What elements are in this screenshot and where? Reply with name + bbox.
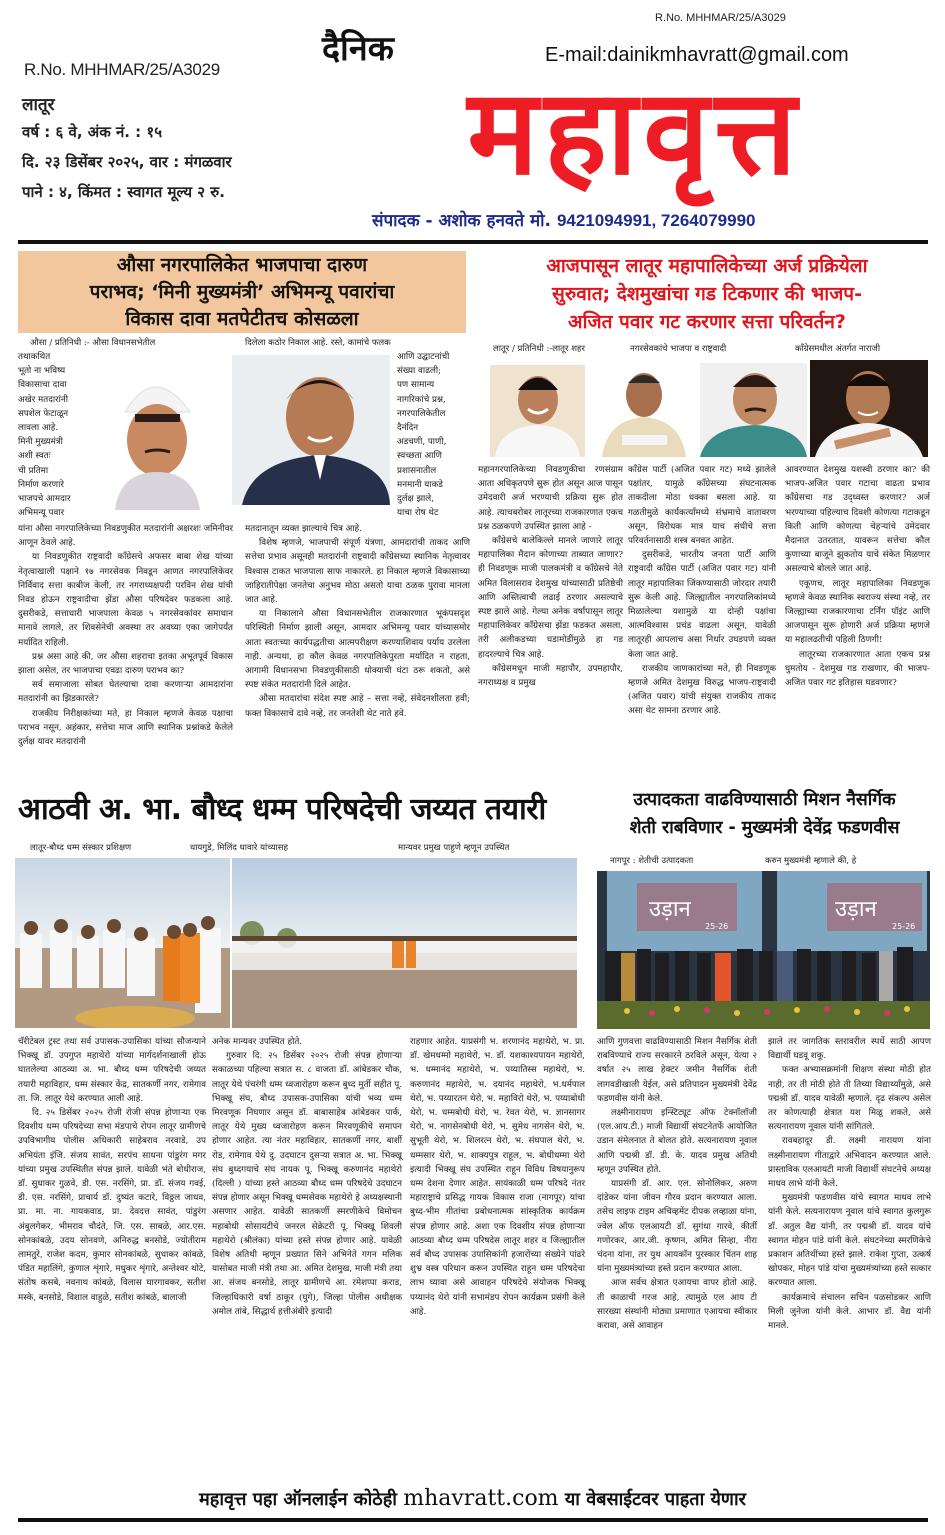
text-line: विकासाचा दावा — [18, 380, 67, 391]
text-line: दैनंदिन — [397, 423, 419, 434]
text-line: ची प्रतिमा — [18, 465, 49, 476]
website-link[interactable]: mhavratt.com — [403, 1486, 559, 1511]
footer-divider — [18, 1518, 928, 1522]
text-line: तथाकथित — [18, 352, 51, 362]
paragraph: दुसरीकडे, भारतीय जनता पार्टी आणि राष्ट्रवादी कॉंग्रेस पार्टी (अजित पवार गट) यांनी लातूर महापालिका जिंकण्यासाठी जोरदार तयारी सुरू केली आहे. जिल्ह्यातील नगरपालिकांमध्ये मिळालेल्या यशामुळे या दोन्ही पक्षांचा आत्मविश्वास प्रचंड वाढला असून, यावेळी लातूरही आपलाच असा निर्धार उघडपणे व्यक्त केला जात आहे. — [628, 550, 776, 660]
headline-line: उत्पादकता वाढविण्यासाठी मिशन नैसर्गिक — [633, 790, 896, 810]
article4-byline-2: करुन मुख्यमंत्री म्हणाले की, हे — [765, 856, 857, 866]
article2-photo-2 — [592, 365, 692, 457]
registration-number-top: R.No. MHHMAR/25/A3029 — [655, 12, 786, 24]
pages-price: पाने : ४, किंमत : स्वागत मूल्य २ रु. — [22, 183, 225, 201]
editor-line — [372, 208, 755, 231]
article4-headline — [592, 786, 937, 842]
paragraph: रावबहादूर डी. लक्ष्मी नारायण यांना लक्ष्मीनारायण गीताद्वारे अभिवादन करण्यात आले. प्रास्ताविक एलआयटी माजी विद्यार्थी संघटनेचे अध्यक्ष माधव लाभे यांनी केले. — [768, 1136, 931, 1190]
text-line: लावला आहे. — [18, 423, 59, 434]
article2-byline-2: नगरसेवकांचे भाजपा व राष्ट्रवादी — [630, 344, 727, 354]
article3-column-2 — [212, 1035, 402, 1319]
text-line: नागरिकांचे प्रश्न, — [397, 394, 446, 405]
banner-text: उड़ान — [649, 897, 691, 922]
paragraph: आवरण्यात देशमुख यशस्वी ठरणार का? की भाजप-अजित पवार गटाचा वाढता प्रभाव कॉंग्रेसचा गड उद्ध्वस्त करणार? अर्ज भरण्याच्या पहिल्याच दिवशी कोणत्या गटाकडून किती आणि कोणत्या चेहऱ्यांचे उमेदवार मैदानात उतरतात, यावरून सत्तेचा कौल कुणाच्या बाजूने झुकतोय याचे संकेत मिळणार असल्याचे बोलले जात आहे. — [785, 465, 930, 575]
text-line: दुर्लक्ष झाले, — [397, 494, 434, 505]
paragraph: एकूणच, लातूर महापालिका निवडणूक म्हणजे केवळ स्थानिक स्वराज्य संस्था नव्हे, तर जिल्ह्याच्या राजकारणाचा टर्निंग पॉइंट आणि आजपासून सुरू होणारी अर्ज प्रक्रिया म्हणजे या महालढतीची पहिली ठिणगी! — [785, 578, 930, 646]
year-issue: वर्ष : ६ वे, अंक नं. : १५ — [22, 123, 163, 141]
paragraph: आणि गुणवत्ता वाढविण्यासाठी मिशन नैसर्गिक शेती राबविण्याचे राज्य सरकारने ठरविले असून, येत्या २ वर्षात २५ लाख हेक्टर जमीन नैसर्गिक शेती लागवडीखाली येईल, असे प्रतिपादन मुख्यमंत्री देवेंद्र फडणवीस यांनी केले. — [597, 1037, 757, 1104]
paragraph: औसा मतदारांचा संदेश स्पष्ट आहे – सत्ता नव्हे, संवेदनशीलता हवी; फक्त विकासाचे दावे नव्हे, तर जनतेशी थेट नाते हवे. — [245, 694, 470, 719]
text-line: मिनी मुख्यमंत्री — [18, 437, 63, 448]
headline-line: औसा नगरपालिकेत भाजपाचा दारुण — [116, 254, 368, 276]
paragraph: विशेष म्हणजे, भाजपाची संपूर्ण यंत्रणा, आमदारांची ताकद आणि सत्तेचा प्रभाव असूनही मतदारांनी राष्ट्रवादी कॉंग्रेसच्या स्थानिक नेतृत्वावर विश्वास टाकत भाजपाला साफ नाकारले. हा निकाल म्हणजे विकासाच्या जाहिरातीपेक्षा जनतेचा अनुभव मोठा असतो याचा ठळक पुरावा मानला जात आहे. — [245, 538, 470, 606]
paragraph: यांना औसा नगरपालिकेच्या निवडणुकीत मतदारांनी अक्षरशः जमिनीवर आणून ठेवले आहे. — [18, 524, 233, 549]
paragraph: अनेक मान्यवर उपस्थित होते. — [212, 1037, 303, 1047]
headline-line: सुरुवात; देशमुखांचा गड टिकणार की भाजप- — [552, 283, 862, 305]
paragraph: मुख्यमंत्री फडणवीस यांचे स्वागत माधव लाभे यांनी केले. सत्यनारायण नूवाल यांचे स्वागत कुलगुरू डॉ. अतुल वैद्य यांनी, तर पद्मश्री डॉ. यादव यांचे स्वागत मोहन पांडे यांनी केले. संघटनेच्या स्मरणिकेचे प्रकाशन अतिथींच्या हस्ते झाले. राकेश गुप्ता, उत्कर्ष खोपकर, मोहन पांडे यांचा मुख्यमंत्र्यांच्या हस्ते सत्कार करण्यात आला. — [768, 1193, 931, 1289]
paragraph: आज सर्वच क्षेत्रात एआयचा वापर होतो आहे. ती काळाची गरज आहे, त्यामुळे एल आय टी सारख्या संस्थांनी मोठ्या प्रमाणात एआयचा स्वीकार करावा, असे आवाहन — [597, 1278, 757, 1332]
article2-column-2 — [628, 463, 776, 719]
newspaper-title: महावृत्त — [467, 63, 803, 201]
paragraph: राहणार आहेत. याप्रसंगी भ. शरणानंद महाथेरो, भ. प्रा. डॉ. खेमधम्मो महाथेरो, भ. डॉ. यशकाश्यपायन महाथेरो, भ. धम्मानंद महाथेरो, भ. पय्यातिस्स महाथेरो, भ. करुणानंद महाथेरो, भ. दयानंद महाथेरो, भ.धर्मपाल थेरो, भ. पय्यारतन थेरो, भ. महाविरो थेरो, भ. पय्याबोधी थेरो, भ. धम्मबोधी थेरो, भ. रेवत थेरो, भ. ज्ञानसागर थेरो, भ. नागसेनबोधी थेरो, भ. सुमेध नागसेन थेरो, भ. सुभूती थेरो, भ. शिलरत्न थेरो, भ. संघपाल थेरो, भ. धम्मसार थेरो, भ. शाक्यपुत्र राहूल, भ. बोधीधम्मा थेरो इत्यादी भिक्खू संघ उपस्थित राहून विविध विषयानुरूप धम्म देशना देणार आहेत. सायंकाळी धम्म परिषदे नंतर महाराष्ट्राचे प्रसिद्ध गायक विकास राजा (नागपूर) यांचा बुध्द-भीम गीतांचा प्रबोधनात्मक सांस्कृतिक कार्यक्रम संपन्न होणार आहे. अशा एक दिवशीय संपन्न होणाऱ्या आठव्या बौध्द धम्म परिषदेस लातूर शहर व जिल्ह्यातील सर्व बौध्द उपासक उपासिकांनी हजारोंच्या संख्येने पांढरे शुभ्र वस्त्र परिधान करून उपस्थित राहून धम्म परिषदेचा लाभ घ्यावा असे आवाहन परिषदेचे संयोजक भिक्खू पय्यानंद थेरो यांनी सभामंडप रोपन कार्यक्रम प्रसंगी केले आहे. — [410, 1037, 585, 1317]
article2-headline — [472, 252, 942, 336]
paragraph: कॉंग्रेसमधून माजी महापौर, उपमहापौर, नगराध्यक्ष व प्रमुख — [478, 663, 623, 689]
article2-photo-1 — [490, 365, 585, 457]
paragraph: लातूरच्या राजकारणात आता एकच प्रश्न घुमतोय - देशमुख गड राखणार, की भाजप-अजित पवार गट इतिहास घडवणार? — [785, 649, 930, 689]
masthead-dainik: दैनिक — [322, 29, 394, 69]
article3-byline-1: लातूर-बौध्द धम्म संस्कार प्रशिक्षण — [30, 843, 132, 853]
article3-byline-2: धायगुडे, मिलिंद धावारे यांच्यासह — [190, 843, 288, 853]
editor-phones: 9421094991, 7264079990 — [556, 211, 756, 230]
article3-column-1 — [18, 1035, 206, 1305]
text-line: अशी स्वतः — [18, 451, 51, 462]
headline-line: अजित पवार गट करणार सत्ता परिवर्तन? — [568, 311, 846, 333]
article2-photo-4 — [810, 360, 928, 457]
footer-banner — [0, 1486, 945, 1511]
registration-number: R.No. MHHMAR/25/A3029 — [24, 60, 220, 79]
article3-column-3 — [410, 1035, 585, 1319]
text-line: भाजपचे आमदार — [18, 494, 71, 505]
article3-headline: आठवी अ. भा. बौध्द धम्म परिषदेची जय्यत तयारी — [18, 792, 546, 827]
paragraph: राजकीय निरीक्षकांच्या मते, हा निकाल म्हणजे केवळ पक्षाचा पराभव नसून, अहंकार, सत्तेचा माज आणि स्थानिक प्रश्नांकडे केलेले दुर्लक्ष यावर मतदारांनी — [18, 708, 233, 748]
paragraph: झाले तर जागतिक स्तरावरील स्पर्धे साठी आपण विद्यार्थी घडवू शकू. — [768, 1037, 931, 1062]
city: लातूर — [22, 95, 55, 115]
headline-line: विकास दावा मतपेटीतच कोसळला — [125, 308, 359, 330]
masthead-divider — [18, 240, 928, 244]
paragraph: कार्यक्रमाचे संचालन सचिन पळसोडकर आणि मिली जुनेजा यांनी केले. आभार डॉ. वैद्य यांनी मानले. — [768, 1292, 931, 1332]
paragraph: फक्त अभ्यासक्रमांनी शिक्षण संस्था मोठी होत नाही, तर ती मोठी होते ती तिच्या विद्यार्थ्यांमुळे, असे पद्मश्री डॉ. यादव यावेळी म्हणाले. दृढ संकल्प असेल तर कोणत्याही क्षेत्रात यश मिळू शकते, असे सत्यनारायण नूवाल यांनी सांगितले. — [768, 1065, 931, 1133]
text-line: निर्माण करणारे — [18, 479, 64, 490]
article4-byline-1: नागपूर : शेतीची उत्पादकता — [610, 856, 694, 866]
article2-byline-1: लातूर / प्रतिनिधी :-लातूर शहर — [493, 344, 585, 354]
text-line: अभिमन्यू पवार — [18, 508, 65, 519]
paragraph: याप्रसंगी डॉ. आर. एल. सोनोलिकर, अरुण दांडेकर यांना जीवन गौरव प्रदान करण्यात आला. तसेच लाइफ टाइम अचिव्हमेंट दीपक लव्हाळा यांना, ज्वेल ऑफ एलआयटी डॉ. सुगंधा गारवे, कीर्ती गणोरकर, आर.जी. कृष्णन, अमित सिन्हा, नीरा चंदना यांना, तर युथ आयकॉन पुरस्कार चिंतन शाह यांना मुख्यमंत्र्यांच्या हस्ते प्रदान करण्यात आला. — [597, 1179, 757, 1275]
text-line: आणि उद्घाटनांची — [397, 352, 450, 362]
article4-photo — [597, 871, 930, 1029]
editor-label: संपादक - अशोक हनवते मो. — [372, 211, 552, 231]
text-line: संख्या वाढली; — [397, 366, 442, 377]
paragraph: लक्ष्मीनारायण इन्स्टिट्यूट ऑफ टेक्नॉलॉजी (एल.आय.टी.) माजी विद्यार्थी संघटनेतर्फे आयोजित उडान संमेलनात ते बोलत होते. सत्यनारायण नूवाल आणि पद्मश्री डॉ. डी. के. यादव प्रमुख अतिथी म्हणून उपस्थित होते. — [597, 1108, 757, 1175]
article3-photo-1 — [15, 858, 230, 1028]
article1-photo-1 — [90, 352, 220, 510]
paragraph: चॅरीटेबल ट्रस्ट तथा सर्व उपासक-उपासिका यांच्या सौजन्याने भिक्खू डॉ. उपगुप्त महाथेरो यांच्या मार्गदर्शनाखाली होऊ घातलेल्या आठव्या अ. भा. बौध्द धम्म परिषदेची जय्यत तयारी महाविहार, धम्म संस्कार केंद्र, सातकर्णी नगर, रामेगाव ता. जि. लातूर येथे करण्यात आली आहे. — [18, 1037, 206, 1104]
footer-text-after: या वेबसाईटवर पाहता येणार — [564, 1489, 746, 1510]
headline-line: आजपासून लातूर महापालिकेच्या अर्ज प्रक्रियेला — [546, 255, 868, 277]
email-address: E-mail:dainikmhavratt@gmail.com — [545, 44, 849, 66]
date-day: दि. २३ डिसेंबर २०२५, वार : मंगळवार — [22, 153, 232, 171]
article2-photo-3 — [700, 363, 807, 457]
article4-column-1 — [597, 1035, 757, 1333]
article2-column-1 — [478, 463, 623, 690]
text-line: सपशेल फेटाळून — [18, 408, 69, 419]
paragraph: दि. २५ डिसेंबर २०२५ रोजी रोजी संपन्न होणाऱ्या एक दिवशीय धम्म परिषदेच्या सभा मंडपाचे रोपन लातूर ग्रामीणचे उपविभागीय पोलीस अधिकारी साहेबराव नरवाडे, उप अभियंता इंजि. संजय सावंत, सरपंच साधना पांडुरंग मगर यांच्या प्रमुख उपस्थितीत संपन्न झाले. यावेळी भंते बोधीराज, डॉ. सुधाकर गुळवे, डी. एस. नरसिंगे, प्रा. डॉ. संजय गवई, डी. एस. नरसिंगे, प्राचार्य डॉ. दुष्यंत कटारे, विठ्ठल जाधव, प्रा. मा. ना. गायकवाड, प्रा. देवदत्त सावंत, पांडुरंग अंबुलगेकर, भीमराव चौदंते, जि. एस. साबळे, आर.एस. सोनकांबळे, उदय सोनवणे, अनिरुद्ध बनसोडे, ज्योतीराम लामतुरे, राजेश कदम, कुमार सोनकांबळे, सुधाकर कांबळे, पंडित महालिंगे, कुणाल शृंगारे, मधुकर शृंगारे, अन्तेश्वर थोटे, संतोष कसबे, नवनाथ कांबळे, विलास घारगावकर, सतीश मस्के, बनसोडे, विशाल वाहुळे, सतीश कांबळे, बालाजी — [18, 1108, 206, 1303]
text-line: स्वच्छता आणि — [397, 451, 442, 462]
paragraph: सर्व समाजाला सोबत घेतल्याचा दावा करणाऱ्या आमदारांना मतदारांनी का झिडकारले? — [18, 680, 233, 705]
text-line: मनमानी याकडे — [397, 479, 443, 490]
article2-column-3 — [785, 463, 930, 690]
text-line: भूतो ना भविष्य — [18, 366, 66, 377]
article1-right-wrap — [397, 350, 472, 520]
banner-year: 25-26 — [892, 922, 916, 931]
article1-headline — [18, 252, 466, 333]
paragraph: या निकालाने औसा विधानसभेतील राजकारणात भूकंपसदृश परिस्थिती निर्माण झाली असून, आमदार अभिमन्यू पवार यांच्यासमोर आता स्वतःच्या कार्यपद्धतीचा आत्मपरीक्षण करण्याशिवाय पर्याय उरलेला नाही. अन्यथा, हा कौल केवळ नगरपालिकेपुरता मर्यादित न राहता, आगामी विधानसभा निवडणुकीसाठी धोक्याची घंटा ठरू शकतो, असे स्पष्ट संकेत मतदारांनी दिले आहेत. — [245, 609, 470, 691]
text-line: याचा रोष थेट — [397, 508, 439, 519]
paragraph: मतदानातून व्यक्त झाल्याचे चित्र आहे. — [245, 524, 362, 534]
paragraph: या निवडणुकीत राष्ट्रवादी कॉंग्रेसचे अफसर बाबा शेख यांच्या नेतृत्वाखाली पक्षाने १७ नगरसेवक निवडून आणत नगरपालिकेवर निर्विवाद सत्ता काबीज केली, तर नगराध्यक्षपदी परविन शेख यांची निवड होऊन राष्ट्रवादीचा झेंडा औसा परिषदेवर फडकला आहे. दुसरीकडे, सत्ताधारी भाजपाला केवळ ५ नगरसेवकांवर समाधान मानावे लागले, तर शिवसेनेची अवस्था तर अवघ्या एका जागेपर्यंत मर्यादित राहिली. — [18, 552, 233, 648]
text-line: पण सामान्य — [397, 380, 435, 391]
article1-column-2 — [245, 522, 470, 721]
headline-line: पराभव; ‘मिनी मुख्यमंत्री’ अभिमन्यू पवारांचा — [89, 281, 395, 303]
article1-byline: औसा / प्रतिनिधी :- औसा विधानसभेतील — [30, 338, 156, 348]
paragraph: गुरुवार दि. २५ डिसेंबर २०२५ रोजी संपन्न होणाऱ्या सकाळच्या पहिल्या सत्रात स. ८ वाजता डॉ. आंबेडकर चौक, लातूर येथे पंचरंगी धम्म ध्वजारोहण करून बुध्द मुर्ती सहीत पू. भिक्खू संघ, बौध्द उपासक-उपासिका यांची भव्य धम्म मिरवणूक निघणार असून डॉ. बाबासाहेब आंबेडकर पार्क, लातूर येथे मुख्य ध्वजारोहण करून मिरवणूकीचे समापन होणार आहेत. त्या नंतर महाविहार, सातकर्णी नगर, बार्शी रोड, रामेगाव येथे दु. उदघाटन दुसऱ्या सत्रात अ. भा. भिक्खू संघ बुध्दगयाचे संघ नायक पू. भिक्खू करुणानंद महाथेरो (दिल्ली ) यांच्या हस्ते आठव्या बौध्द धम्म परिषदेचे उदघाटन संपन्न होणार असून भिक्खू धम्मसेवक महाथेरो हे अध्यक्षस्थानी असणार आहेत. यावेळी सातकर्णी स्मरणीकेचे विमोचन महाबोधी सोसायटीचे जनरल सेक्रेटरी पू. भिक्खू शिवली महाथेरो (श्रीलंका) यांच्या हस्ते संपन्न होणार आहे. यावेळी विशेष अतिथी म्हणून प्रख्यात सिने अभिनेते गगन मलिक यासोबत माजी मंत्री तथा आ. अमित देशमुख, माजी मंत्री तथा आ. संजय बनसोडे, लातूर ग्रामीणचे आ. रमेशप्पा कराड, जिल्हाधिकारी वर्षा ठाकूर (घुगे), जिल्हा पोलीस अधीक्षक अमोल तांबे, सिद्धार्थ हत्तीअंबीरे इत्यादी — [212, 1051, 402, 1317]
text-line: अखेर मतदारांनी — [18, 394, 68, 405]
article3-byline-3: मान्यवर प्रमुख पाहुणे म्हणून उपस्थित — [398, 843, 510, 853]
article3-photo-2 — [232, 858, 577, 1028]
article1-column-1 — [18, 522, 233, 749]
paragraph: प्रश्न असा आहे की, जर औसा शहराचा इतका अभूतपूर्व विकास झाला असेल, तर भाजपाचा एवढा दारुण पराभव का? — [18, 651, 233, 677]
paragraph: राजकीय जाणकारांच्या मते, ही निवडणूक म्हणजे अमित देशमुख विरुद्ध भाजप-राष्ट्रवादी (अजित पवार) यांची संयुक्त राजकीय ताकद असा थेट सामना ठरणार आहे. — [628, 663, 776, 717]
article1-byline-right: दिलेला कठोर निकाल आहे. रस्ते, कामांचे फलक — [245, 338, 391, 348]
text-line: अडचणी, पाणी, — [397, 437, 447, 448]
banner-year: 25-26 — [705, 922, 729, 931]
paragraph: महानगरपालिकेच्या निवडणुकीचा रणसंग्राम आता अधिकृतपणे सुरू होत असून आज पासून उमेदवारी अर्ज भरण्याची प्रक्रिया सुरू होत आहे. त्याचबरोबर लातूरच्या राजकारणात एकच प्रश्न ठळकपणे उपस्थित झाला आहे - — [478, 465, 623, 532]
text-line: नगरपालिकेतील — [397, 408, 446, 419]
paragraph: कॉंग्रेसचे बालेकिल्ले मानले जाणारे लातूर महापालिका मैदान कोणाच्या ताब्यात जाणार? ही निवडणूक माजी पालकमंत्री व कॉंग्रेसचे नेते अमित विलासराव देशमुख यांच्यासाठी प्रतिष्ठेची आणि अस्तित्वाची लढाई ठरणार असल्याचे स्पष्ट झाले आहे. गेल्या अनेक वर्षांपासून लातूर महापालिकेवर कॉंग्रेसचा झेंडा फडकत असला, तरी अलीकडच्या घडामोडींमुळे हा गड हादरल्याचे चित्र आहे. — [478, 536, 623, 660]
article1-photo-2 — [232, 355, 390, 505]
text-line: प्रशासनातील — [397, 465, 437, 476]
banner-text: उड़ान — [835, 897, 877, 922]
paragraph: कॉंग्रेस पार्टी (अजित पवार गट) मध्ये झालेले पक्षांतर, यामुळे कॉंग्रेसच्या संघटनात्मक ताकदीला मोठा धक्का बसला आहे. या गळतीमुळे कार्यकर्त्यांमध्ये संभ्रमाचे वातावरण असून, विरोधक मात्र याच संधीचे सत्ता परिवर्तनासाठी शस्त्र बनवत आहेत. — [628, 465, 776, 547]
article2-byline-3: कॉंग्रेसमधील अंतर्गत नाराजी — [795, 344, 881, 354]
footer-text-before: महावृत्त पहा ऑनलाईन कोठेही — [199, 1489, 397, 1510]
article4-column-2 — [768, 1035, 931, 1333]
headline-line: शेती राबविणार - मुख्यमंत्री देवेंद्र फडणवीस — [629, 818, 900, 838]
